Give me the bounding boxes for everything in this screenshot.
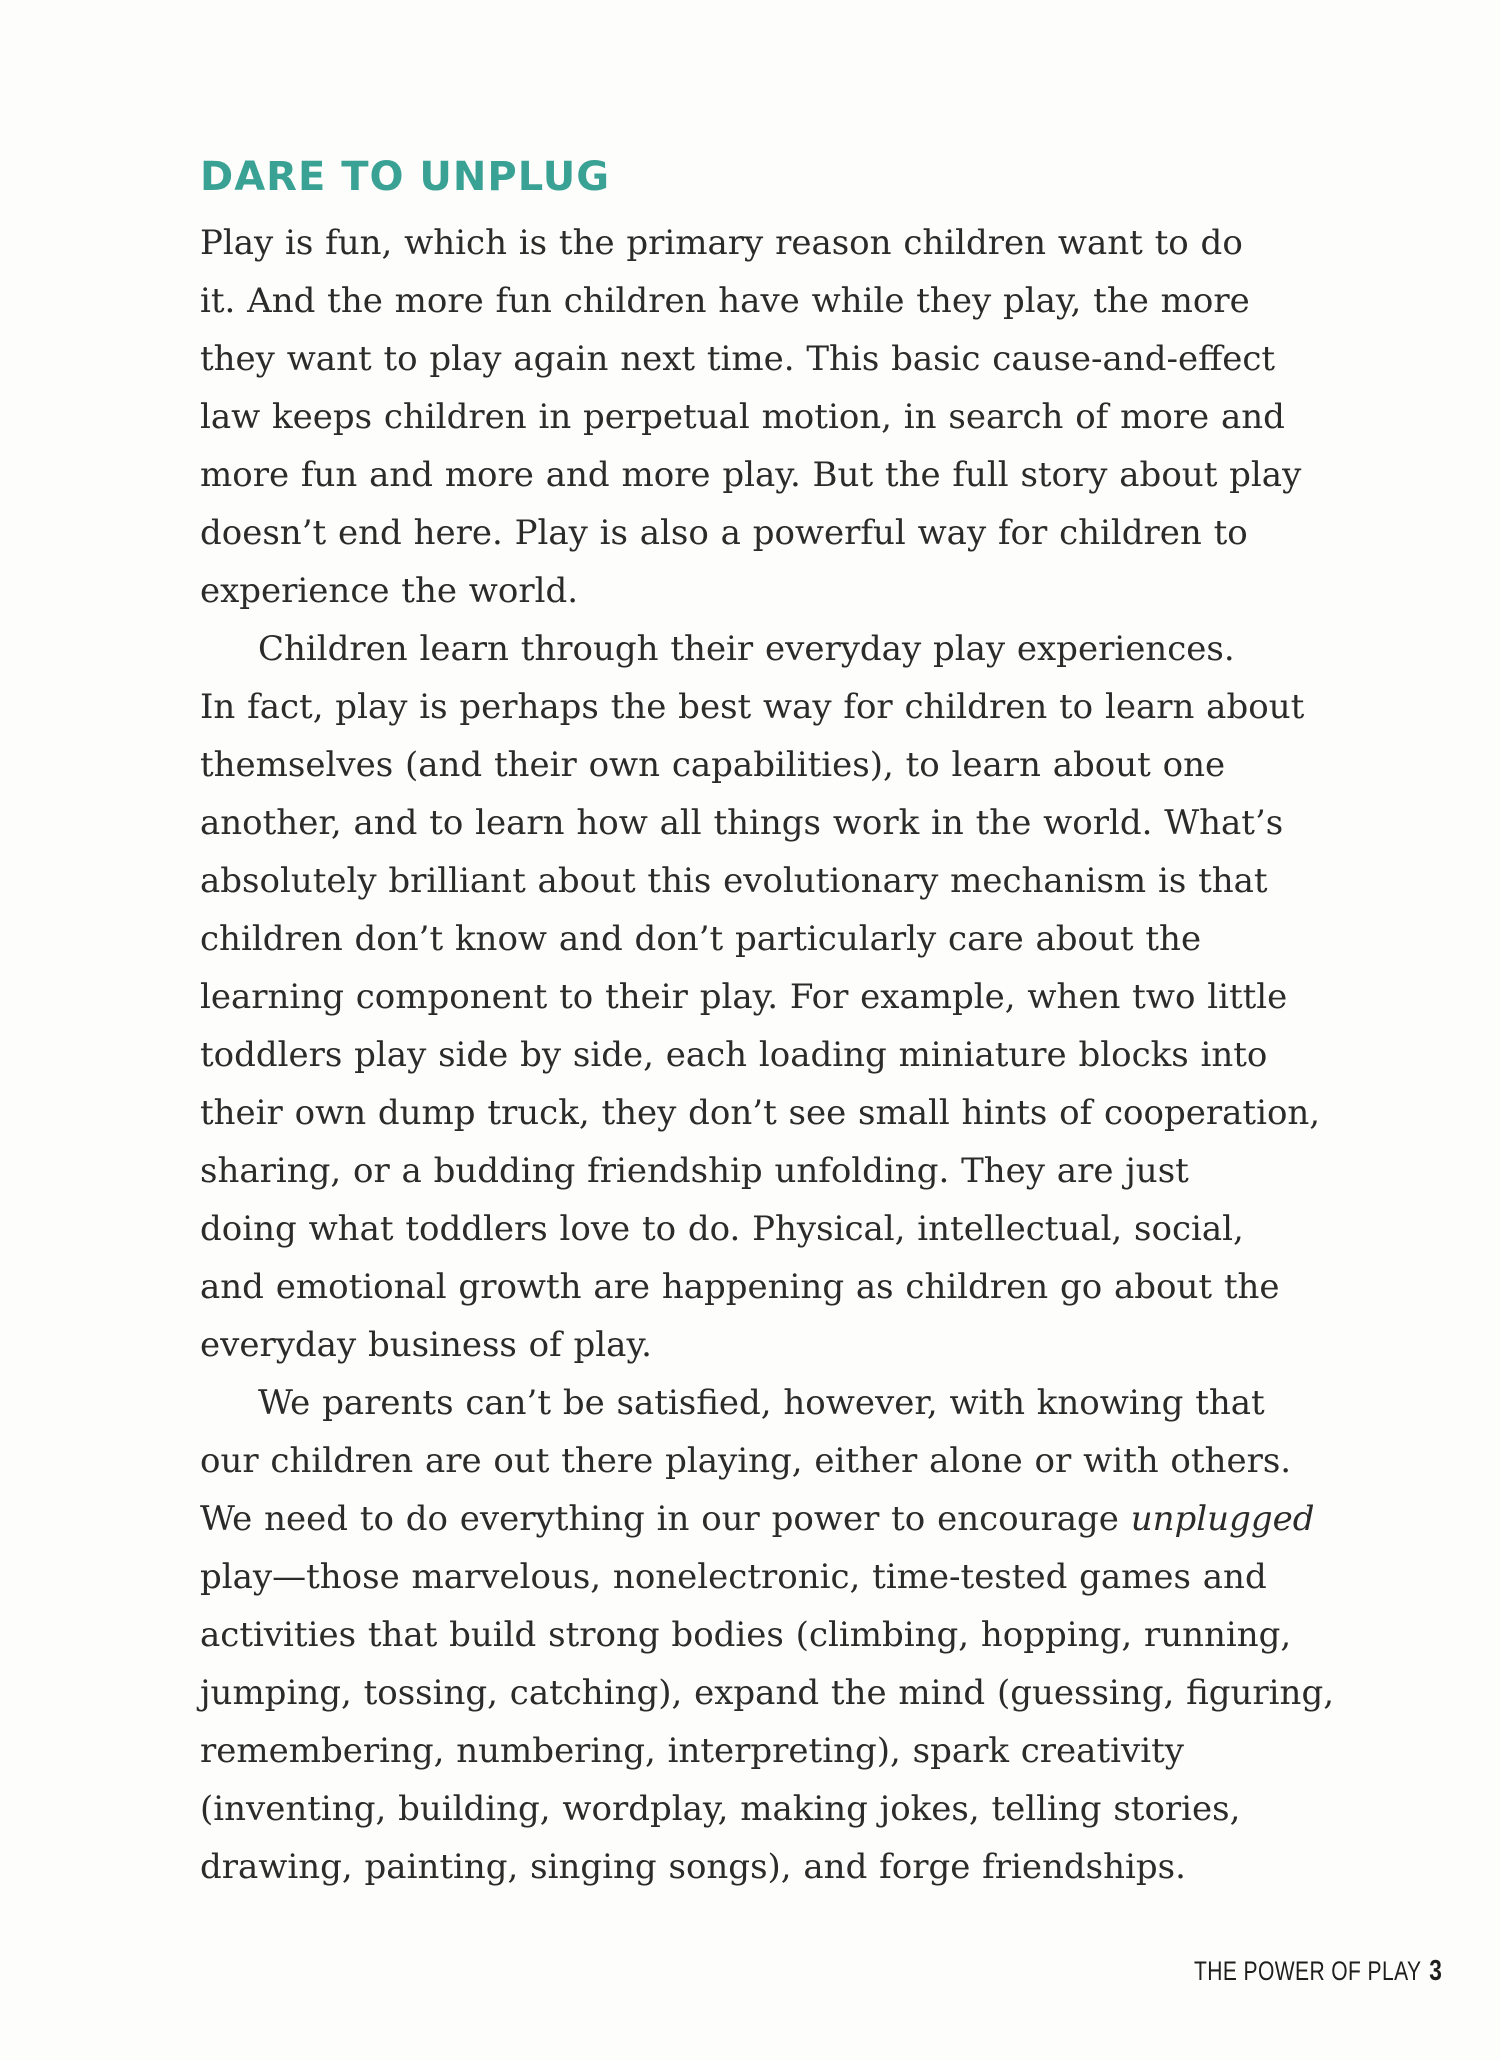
text-line: In fact, play is perhaps the best way for children to learn about (200, 687, 1305, 727)
text-line: learning component to their play. For example, when two little (200, 977, 1288, 1017)
text-line: everyday business of play. (200, 1325, 652, 1365)
text-line: doing what toddlers love to do. Physical, intellectual, social, (200, 1209, 1244, 1249)
emphasis-unplugged: unplugged (1130, 1499, 1315, 1539)
text-line: toddlers play side by side, each loading miniature blocks into (200, 1035, 1268, 1075)
body-text (200, 214, 1350, 1896)
paragraph-1 (200, 214, 1350, 620)
text-line: experience the world. (200, 571, 579, 611)
paragraph-2 (200, 620, 1350, 1374)
paragraph-3 (200, 1374, 1350, 1896)
text-line: jumping, tossing, catching), expand the mind (guessing, figuring, (200, 1673, 1335, 1713)
text-line: law keeps children in perpetual motion, in search of more and (200, 397, 1285, 437)
text-line: and emotional growth are happening as children go about the (200, 1267, 1280, 1307)
text-line: more fun and more and more play. But the full story about play (200, 455, 1302, 495)
page-footer (1194, 1955, 1442, 1988)
text-line: drawing, painting, singing songs), and forge friendships. (200, 1847, 1186, 1887)
page-number: 3 (1429, 1955, 1442, 1987)
text-line: We parents can’t be satisfied, however, with knowing that (258, 1383, 1265, 1423)
text-line (200, 1490, 1350, 1548)
running-title: THE POWER OF PLAY (1193, 1956, 1422, 1986)
section-heading: DARE TO UNPLUG (200, 154, 611, 200)
text-line: doesn’t end here. Play is also a powerful way for children to (200, 513, 1248, 553)
text-line: remembering, numbering, interpreting), spark creativity (200, 1731, 1184, 1771)
text-line: children don’t know and don’t particularly care about the (200, 919, 1202, 959)
text-line: it. And the more fun children have while they play, the more (200, 281, 1250, 321)
text-line: absolutely brilliant about this evolutionary mechanism is that (200, 861, 1268, 901)
text-line: our children are out there playing, either alone or with others. (200, 1441, 1292, 1481)
text-line: Children learn through their everyday play experiences. (258, 629, 1235, 669)
text-line: play—those marvelous, nonelectronic, time-tested games and (200, 1557, 1267, 1597)
text-line: another, and to learn how all things work in the world. What’s (200, 803, 1284, 843)
text-line: Play is fun, which is the primary reason children want to do (200, 223, 1243, 263)
text-line: they want to play again next time. This basic cause-and-effect (200, 339, 1276, 379)
text-line: themselves (and their own capabilities), to learn about one (200, 745, 1226, 785)
text-line: their own dump truck, they don’t see small hints of cooperation, (200, 1093, 1321, 1133)
text-line: (inventing, building, wordplay, making jokes, telling stories, (200, 1789, 1241, 1829)
text-segment: We need to do everything in our power to encourage (200, 1499, 1131, 1539)
text-line: sharing, or a budding friendship unfolding. They are just (200, 1151, 1189, 1191)
text-line: activities that build strong bodies (climbing, hopping, running, (200, 1615, 1292, 1655)
